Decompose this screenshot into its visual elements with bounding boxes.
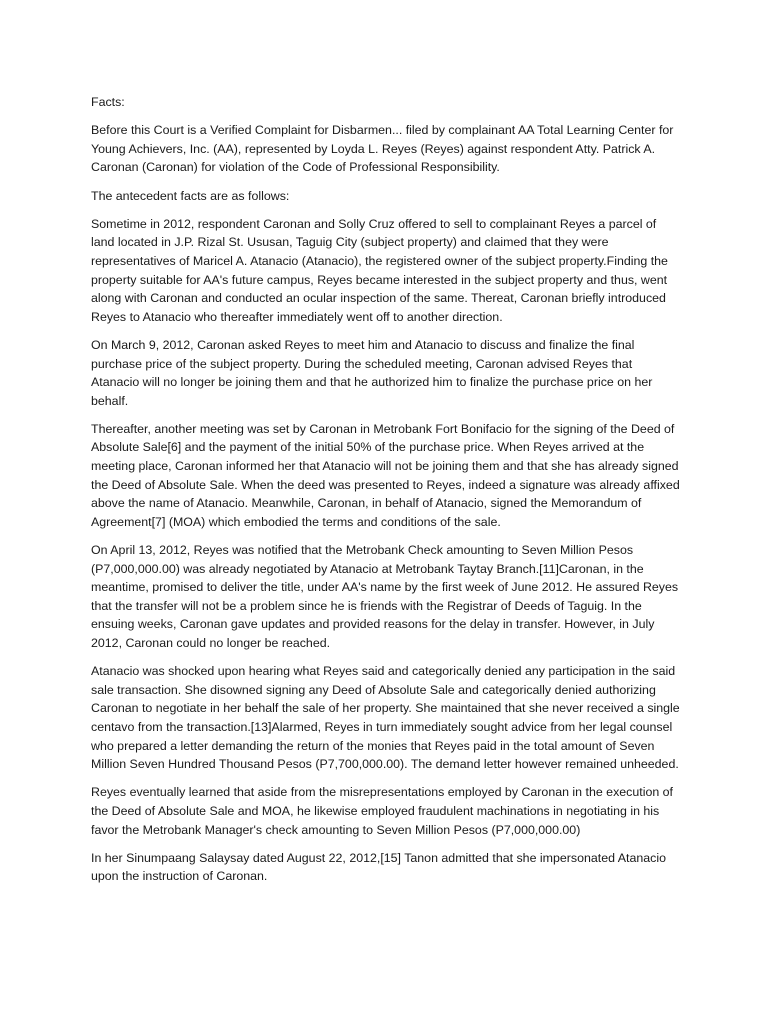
facts-heading: Facts: (91, 95, 125, 109)
paragraph-offer-to-sell: Sometime in 2012, respondent Caronan and Solly Cruz offered to sell to complainant Reyes a parcel of land located in J.P. Rizal St. Ususan, Taguig City (subject property) and claimed that they were representatives of Maricel A. Atanacio (Atanacio), the registered owner of the subject property.Finding the property suitable for AA's future campus, Reyes became interested in the subject property and thus, went along with Caronan and conducted an ocular inspection of the same. Thereat, Caronan briefly introduced Reyes to Atanacio who thereafter immediately went off to another direction. (91, 216, 668, 324)
paragraph-march-meeting: On March 9, 2012, Caronan asked Reyes to meet him and Atanacio to discuss and finalize the final purchase price of the subject property. During the scheduled meeting, Caronan advised Reyes that Atanacio will no longer be joining them and that he authorized him to finalize the purchase price on her behalf. (91, 337, 653, 408)
paragraph-complaint: Before this Court is a Verified Complaint for Disbarmen... filed by complainant AA Total Learning Center for Young Achievers, Inc. (AA), represented by Loyda L. Reyes (Reyes) against respondent Atty. Patrick A. Caronan (Caronan) for violation of the Code of Professional Responsibility. (91, 123, 674, 175)
paragraph-fraud: Reyes eventually learned that aside from the misrepresentations employed by Caronan in the execution of the Deed of Absolute Sale and MOA, he likewise employed fraudulent machinations in negotiating in his favor the Metrobank Manager's check amounting to Seven Million Pesos (P7,000,000.00) (91, 785, 674, 837)
paragraph-april-check: On April 13, 2012, Reyes was notified that the Metrobank Check amounting to Seven Million Pesos (P7,000,000.00) was already negotiated by Atanacio at Metrobank Taytay Branch.[11]Caronan, in the meantime, promised to deliver the title, under AA's name by the first week of June 2012. He assured Reyes that the transfer will not be a problem since he is friends with the Registrar of Deeds of Taguig. In the ensuing weeks, Caronan gave updates and provided reasons for the delay in transfer. However, in July 2012, Caronan could no longer be reached. (91, 543, 679, 650)
paragraph-sinumpaang-salaysay: In her Sinumpaang Salaysay dated August 22, 2012,[15] Tanon admitted that she impersonated Atanacio upon the instruction of Caronan. (91, 850, 666, 884)
document-page (91, 93, 681, 896)
paragraph-deed-signing: Thereafter, another meeting was set by Caronan in Metrobank Fort Bonifacio for the signing of the Deed of Absolute Sale[6] and the payment of the initial 50% of the purchase price. When Reyes arrived at the meeting place, Caronan informed her that Atanacio will not be joining them and that she has already signed the Deed of Absolute Sale. When the deed was presented to Reyes, indeed a signature was already affixed above the name of Atanacio. Meanwhile, Caronan, in behalf of Atanacio, signed the Memorandum of Agreement[7] (MOA) which embodied the terms and conditions of the sale. (91, 421, 680, 529)
paragraph-antecedent: The antecedent facts are as follows: (91, 188, 290, 203)
paragraph-atanacio-denial: Atanacio was shocked upon hearing what Reyes said and categorically denied any participation in the said sale transaction. She disowned signing any Deed of Absolute Sale and categorically denied authorizing Caronan to negotiate in her behalf the sale of her property. She maintained that she never received a single centavo from the transaction.[13]Alarmed, Reyes in turn immediately sought advice from her legal counsel who prepared a letter demanding the return of the monies that Reyes paid in the total amount of Seven Million Seven Hundred Thousand Pesos (P7,700,000.00). The demand letter however remained unheeded. (91, 664, 680, 772)
